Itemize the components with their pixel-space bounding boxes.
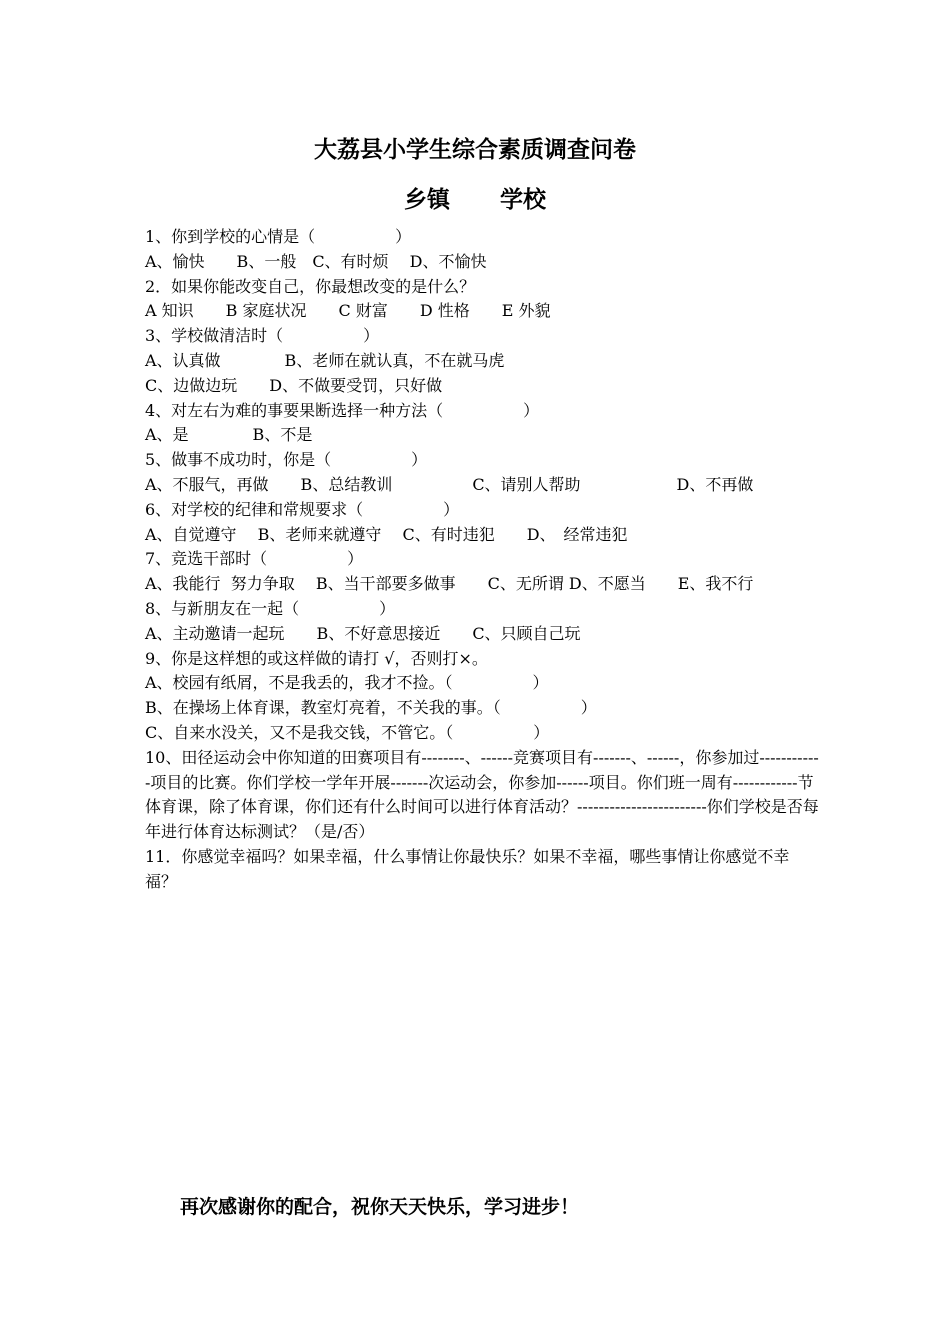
q3-options-ab: A、认真做 B、老师在就认真，不在就马虎 <box>145 350 505 370</box>
q7-options: A、我能行 努力争取 B、当干部要多做事 C、无所谓 D、不愿当 E、我不行 <box>145 574 754 594</box>
subtitle-township: 乡镇 <box>404 186 450 213</box>
q4-question: 4、对左右为难的事要果断选择一种方法（ ） <box>145 400 540 420</box>
q5-options: A、不服气，再做 B、总结教训 C、请别人帮助 D、不再做 <box>145 474 754 494</box>
q9-question: 9、你是这样想的或这样做的请打 √，否则打×。 <box>145 648 488 668</box>
q3-question: 3、学校做清洁时（ ） <box>145 326 380 346</box>
q5-question: 5、做事不成功时，你是（ ） <box>145 450 428 470</box>
q6-options: A、自觉遵守 B、老师来就遵守 C、有时违犯 D、 经常违犯 <box>145 524 628 544</box>
questionnaire-body <box>145 225 820 895</box>
q8-question: 8、与新朋友在一起（ ） <box>145 598 396 618</box>
q6-question: 6、对学校的纪律和常规要求（ ） <box>145 499 460 519</box>
q9-item-b: B、在操场上体育课，教室灯亮着，不关我的事。（ ） <box>145 698 597 718</box>
q4-options: A、是 B、不是 <box>145 425 313 445</box>
q8-options: A、主动邀请一起玩 B、不好意思接近 C、只顾自己玩 <box>145 623 581 643</box>
q1-question: 1、你到学校的心情是（ ） <box>145 227 412 246</box>
q7-question: 7、竞选干部时（ ） <box>145 549 364 569</box>
q2-options: A 知识 B 家庭状况 C 财富 D 性格 E 外貌 <box>145 301 551 321</box>
document-title: 大荔县小学生综合素质调查问卷 <box>314 136 636 163</box>
document-subtitle <box>0 182 950 218</box>
closing-message: 再次感谢你的配合，祝你天天快乐，学习进步！ <box>180 1196 580 1218</box>
q1-options: A、愉快 B、一般 C、有时烦 D、不愉快 <box>145 251 487 271</box>
q10-paragraph: 10、田径运动会中你知道的田赛项目有--------、------竞赛项目有-------、------，你参加过------------项目的比赛。你们学校一学年开展-------次运动会，你参加------项目。你们班一周有------------节体育课，除了体育课，你们还有什么时间可以进行体育活动？------------------------你们学校是否每年进行体育达标测试？（是/否） <box>145 747 819 842</box>
q9-item-c: C、自来水没关，又不是我交钱，不管它。（ ） <box>145 722 550 742</box>
q3-options-cd: C、边做边玩 D、不做要受罚，只好做 <box>145 375 443 395</box>
subtitle-school: 学校 <box>500 186 546 213</box>
q2-question: 2．如果你能改变自己，你最想改变的是什么？ <box>145 276 476 296</box>
q9-item-a: A、校园有纸屑，不是我丢的，我才不捡。（ ） <box>145 673 549 693</box>
q11-paragraph: 11．你感觉幸福吗？如果幸福，什么事情让你最快乐？如果不幸福，哪些事情让你感觉不幸福？ <box>145 846 790 891</box>
